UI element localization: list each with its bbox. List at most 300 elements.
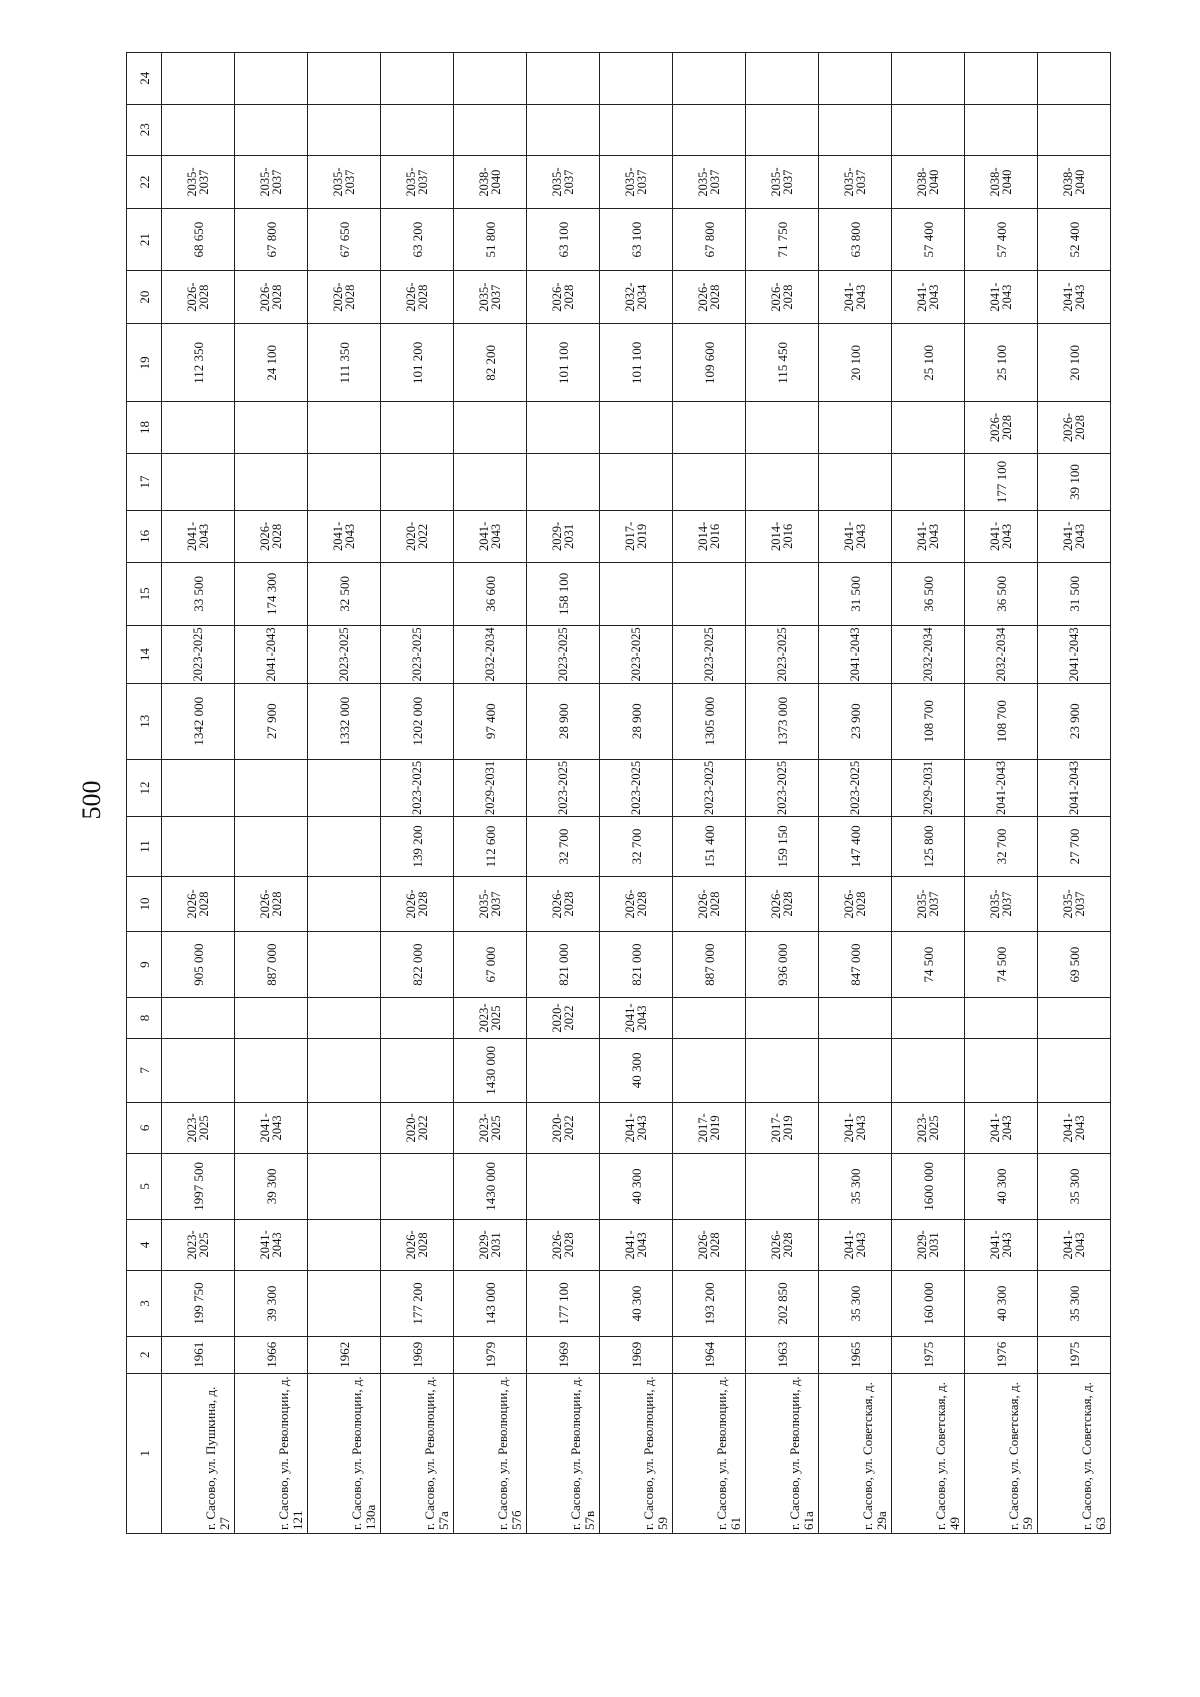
cost-cell: 158 100 [527, 562, 600, 626]
period-cell: 2023-2025 [162, 626, 235, 684]
cost-cell: 905 000 [162, 932, 235, 998]
table-row [600, 53, 673, 1534]
cost-cell: 1202 000 [381, 683, 454, 759]
period-cell: 2026-2028 [235, 270, 308, 323]
column-header-22: 22 [127, 155, 162, 208]
cost-cell [819, 1039, 892, 1103]
cost-cell [527, 1154, 600, 1220]
period-cell: 2041-2043 [892, 511, 965, 562]
table-row [235, 53, 308, 1534]
cost-cell [162, 817, 235, 877]
cost-cell: 40 300 [600, 1039, 673, 1103]
cost-cell [308, 1271, 381, 1337]
cost-cell: 67 800 [235, 209, 308, 271]
cost-cell: 177 100 [527, 1271, 600, 1337]
cost-cell [746, 104, 819, 155]
period-cell: 2041-2043 [454, 511, 527, 562]
cost-cell: 32 700 [965, 817, 1038, 877]
period-cell: 2023-2025 [162, 1102, 235, 1153]
address-cell: г. Сасово, ул. Советская, д. 49 [892, 1373, 965, 1533]
period-cell: 2041-2043 [965, 1219, 1038, 1270]
cost-cell: 101 100 [527, 324, 600, 402]
column-header-16: 16 [127, 511, 162, 562]
period-cell: 2041-2043 [235, 1219, 308, 1270]
period-cell: 2035-2037 [308, 155, 381, 208]
period-cell: 2023-2025 [454, 1102, 527, 1153]
cost-cell: 74 500 [965, 932, 1038, 998]
cost-cell [308, 759, 381, 817]
period-cell: 2041-2043 [235, 626, 308, 684]
period-cell: 2023-2025 [454, 997, 527, 1038]
period-cell: 2038-2040 [892, 155, 965, 208]
cost-cell [308, 1039, 381, 1103]
cost-cell: 40 300 [965, 1271, 1038, 1337]
cost-cell: 51 800 [454, 209, 527, 271]
period-cell: 2023-2025 [381, 759, 454, 817]
column-header-24: 24 [127, 53, 162, 105]
period-cell: 2035-2037 [746, 155, 819, 208]
column-header-9: 9 [127, 932, 162, 998]
column-header-1: 1 [127, 1373, 162, 1533]
table-row [527, 53, 600, 1534]
cost-cell [673, 402, 746, 453]
cost-cell: 39 300 [235, 1154, 308, 1220]
cost-cell: 199 750 [162, 1271, 235, 1337]
cost-cell: 1997 500 [162, 1154, 235, 1220]
cost-cell: 151 400 [673, 817, 746, 877]
cost-cell [819, 453, 892, 511]
cost-cell: 177 100 [965, 453, 1038, 511]
period-cell: 2020-2022 [527, 997, 600, 1038]
cost-cell [600, 402, 673, 453]
table-row [381, 53, 454, 1534]
period-cell: 2035-2037 [381, 155, 454, 208]
cost-cell [162, 1039, 235, 1103]
period-cell: 2038-2040 [965, 155, 1038, 208]
cost-cell [600, 562, 673, 626]
cost-cell [819, 104, 892, 155]
period-cell: 2035-2037 [965, 876, 1038, 931]
cost-cell [235, 104, 308, 155]
cost-cell: 108 700 [965, 683, 1038, 759]
period-cell: 2026-2028 [381, 270, 454, 323]
column-header-13: 13 [127, 683, 162, 759]
cost-cell [1038, 1039, 1111, 1103]
period-cell: 2023-2025 [527, 626, 600, 684]
period-cell: 2026-2028 [381, 876, 454, 931]
table-row [673, 53, 746, 1534]
cost-cell [746, 402, 819, 453]
period-cell: 2023-2025 [527, 759, 600, 817]
period-cell: 2026-2028 [162, 270, 235, 323]
cost-cell [746, 1039, 819, 1103]
cost-cell [965, 1039, 1038, 1103]
period-cell: 2041-2043 [965, 511, 1038, 562]
period-cell: 2041-2043 [965, 270, 1038, 323]
cost-cell: 193 200 [673, 1271, 746, 1337]
address-cell: г. Сасово, ул. Советская, д. 29а [819, 1373, 892, 1533]
period-cell: 2014-2016 [746, 511, 819, 562]
cost-cell: 1342 000 [162, 683, 235, 759]
period-cell: 2029-2031 [454, 759, 527, 817]
period-cell: 2029-2031 [527, 511, 600, 562]
cost-cell [892, 453, 965, 511]
column-header-23: 23 [127, 104, 162, 155]
cost-cell: 67 800 [673, 209, 746, 271]
period-cell: 2032-2034 [454, 626, 527, 684]
cost-cell: 31 500 [1038, 562, 1111, 626]
cost-cell [746, 453, 819, 511]
cost-cell [162, 997, 235, 1038]
cost-cell [746, 53, 819, 105]
year-cell: 1961 [162, 1336, 235, 1373]
cost-cell: 847 000 [819, 932, 892, 998]
cost-cell: 24 100 [235, 324, 308, 402]
year-cell: 1969 [600, 1336, 673, 1373]
cost-cell [308, 104, 381, 155]
cost-cell [673, 453, 746, 511]
cost-cell: 52 400 [1038, 209, 1111, 271]
cost-cell: 35 300 [819, 1271, 892, 1337]
period-cell: 2023-2025 [162, 1219, 235, 1270]
year-cell: 1975 [892, 1336, 965, 1373]
period-cell: 2026-2028 [673, 1219, 746, 1270]
period-cell: 2023-2025 [819, 759, 892, 817]
cost-cell: 109 600 [673, 324, 746, 402]
cost-cell [527, 53, 600, 105]
period-cell: 2026-2028 [527, 1219, 600, 1270]
period-cell: 2041-2043 [1038, 759, 1111, 817]
cost-cell: 40 300 [965, 1154, 1038, 1220]
column-header-11: 11 [127, 817, 162, 877]
period-cell: 2023-2025 [746, 759, 819, 817]
cost-cell: 125 800 [892, 817, 965, 877]
cost-cell: 160 000 [892, 1271, 965, 1337]
cost-cell: 67 000 [454, 932, 527, 998]
cost-cell [892, 402, 965, 453]
cost-cell: 887 000 [673, 932, 746, 998]
table-row [1038, 53, 1111, 1534]
address-cell: г. Сасово, ул. Революции, д. 57а [381, 1373, 454, 1533]
cost-cell: 97 400 [454, 683, 527, 759]
period-cell: 2041-2043 [965, 759, 1038, 817]
table-body [162, 53, 1111, 1534]
cost-cell: 40 300 [600, 1154, 673, 1220]
period-cell: 2041-2043 [1038, 626, 1111, 684]
cost-cell: 28 900 [527, 683, 600, 759]
period-cell: 2038-2040 [1038, 155, 1111, 208]
period-cell: 2026-2028 [235, 876, 308, 931]
period-cell: 2041-2043 [308, 511, 381, 562]
cost-cell: 32 700 [527, 817, 600, 877]
year-cell: 1969 [381, 1336, 454, 1373]
period-cell: 2041-2043 [1038, 511, 1111, 562]
column-header-10: 10 [127, 876, 162, 931]
year-cell: 1966 [235, 1336, 308, 1373]
period-cell: 2035-2037 [162, 155, 235, 208]
period-cell: 2029-2031 [454, 1219, 527, 1270]
period-cell: 2023-2025 [381, 626, 454, 684]
year-cell: 1975 [1038, 1336, 1111, 1373]
period-cell: 2041-2043 [600, 1219, 673, 1270]
cost-cell: 1373 000 [746, 683, 819, 759]
cost-cell: 67 650 [308, 209, 381, 271]
cost-cell: 35 300 [1038, 1154, 1111, 1220]
year-cell: 1964 [673, 1336, 746, 1373]
cost-cell [381, 453, 454, 511]
cost-cell [1038, 53, 1111, 105]
period-cell: 2035-2037 [1038, 876, 1111, 931]
cost-cell [308, 1219, 381, 1270]
period-cell: 2020-2022 [527, 1102, 600, 1153]
cost-cell [673, 1154, 746, 1220]
cost-cell [819, 402, 892, 453]
cost-cell [381, 1039, 454, 1103]
period-cell: 2026-2028 [162, 876, 235, 931]
page-number: 500 [77, 780, 106, 820]
cost-cell: 101 200 [381, 324, 454, 402]
period-cell: 2026-2028 [819, 876, 892, 931]
cost-cell: 36 500 [892, 562, 965, 626]
period-cell: 2035-2037 [819, 155, 892, 208]
cost-cell: 23 900 [819, 683, 892, 759]
period-cell: 2026-2028 [308, 270, 381, 323]
column-header-6: 6 [127, 1102, 162, 1153]
period-cell: 2035-2037 [454, 270, 527, 323]
column-header-18: 18 [127, 402, 162, 453]
period-cell: 2023-2025 [673, 626, 746, 684]
cost-cell: 108 700 [892, 683, 965, 759]
cost-cell [308, 1154, 381, 1220]
cost-cell [381, 402, 454, 453]
column-numbers-header [127, 53, 162, 1534]
cost-cell [965, 53, 1038, 105]
cost-cell [235, 1039, 308, 1103]
cost-cell [308, 402, 381, 453]
cost-cell: 35 300 [819, 1154, 892, 1220]
column-header-14: 14 [127, 626, 162, 684]
period-cell: 2038-2040 [454, 155, 527, 208]
rotated-table-container [126, 52, 1108, 1534]
cost-cell: 112 600 [454, 817, 527, 877]
period-cell: 2017-2019 [600, 511, 673, 562]
cost-cell: 115 450 [746, 324, 819, 402]
cost-cell [381, 997, 454, 1038]
column-header-21: 21 [127, 209, 162, 271]
cost-cell: 1600 000 [892, 1154, 965, 1220]
column-header-12: 12 [127, 759, 162, 817]
cost-cell [235, 759, 308, 817]
cost-cell [819, 53, 892, 105]
cost-cell: 25 100 [892, 324, 965, 402]
period-cell: 2029-2031 [892, 1219, 965, 1270]
cost-cell [600, 453, 673, 511]
column-header-19: 19 [127, 324, 162, 402]
period-cell: 2041-2043 [819, 511, 892, 562]
table-row [308, 53, 381, 1534]
cost-cell: 33 500 [162, 562, 235, 626]
cost-cell [454, 53, 527, 105]
cost-cell [381, 53, 454, 105]
column-header-3: 3 [127, 1271, 162, 1337]
repair-schedule-table [126, 52, 1111, 1534]
address-cell: г. Сасово, ул. Революции, д. 61 [673, 1373, 746, 1533]
period-cell: 2017-2019 [746, 1102, 819, 1153]
cost-cell [965, 104, 1038, 155]
column-header-8: 8 [127, 997, 162, 1038]
address-cell: г. Сасово, ул. Советская, д. 63 [1038, 1373, 1111, 1533]
period-cell: 2026-2028 [746, 876, 819, 931]
cost-cell: 25 100 [965, 324, 1038, 402]
period-cell: 2041-2043 [600, 997, 673, 1038]
cost-cell: 31 500 [819, 562, 892, 626]
cost-cell: 63 800 [819, 209, 892, 271]
cost-cell [673, 562, 746, 626]
column-header-4: 4 [127, 1219, 162, 1270]
cost-cell: 74 500 [892, 932, 965, 998]
period-cell: 2041-2043 [235, 1102, 308, 1153]
header-row [127, 53, 162, 1534]
year-cell: 1979 [454, 1336, 527, 1373]
cost-cell: 821 000 [527, 932, 600, 998]
cost-cell: 1305 000 [673, 683, 746, 759]
cost-cell: 57 400 [892, 209, 965, 271]
address-cell: г. Сасово, ул. Советская, д. 59 [965, 1373, 1038, 1533]
period-cell: 2041-2043 [162, 511, 235, 562]
cost-cell [308, 997, 381, 1038]
cost-cell: 35 300 [1038, 1271, 1111, 1337]
period-cell: 2032-2034 [600, 270, 673, 323]
cost-cell: 202 850 [746, 1271, 819, 1337]
cost-cell: 177 200 [381, 1271, 454, 1337]
period-cell: 2041-2043 [819, 270, 892, 323]
period-cell: 2035-2037 [454, 876, 527, 931]
period-cell: 2023-2025 [308, 626, 381, 684]
cost-cell: 147 400 [819, 817, 892, 877]
cost-cell [235, 402, 308, 453]
column-header-2: 2 [127, 1336, 162, 1373]
cost-cell: 39 300 [235, 1271, 308, 1337]
cost-cell: 143 000 [454, 1271, 527, 1337]
column-header-20: 20 [127, 270, 162, 323]
period-cell: 2014-2016 [673, 511, 746, 562]
year-cell: 1976 [965, 1336, 1038, 1373]
period-cell: 2041-2043 [1038, 1219, 1111, 1270]
period-cell: 2023-2025 [600, 759, 673, 817]
period-cell: 2023-2025 [673, 759, 746, 817]
period-cell: 2020-2022 [381, 511, 454, 562]
period-cell: 2035-2037 [235, 155, 308, 208]
cost-cell: 20 100 [819, 324, 892, 402]
cost-cell [308, 1102, 381, 1153]
period-cell: 2026-2028 [746, 1219, 819, 1270]
cost-cell: 822 000 [381, 932, 454, 998]
cost-cell [162, 53, 235, 105]
cost-cell [308, 453, 381, 511]
cost-cell: 82 200 [454, 324, 527, 402]
period-cell: 2032-2034 [965, 626, 1038, 684]
cost-cell [746, 997, 819, 1038]
cost-cell: 1430 000 [454, 1154, 527, 1220]
cost-cell [308, 932, 381, 998]
period-cell: 2017-2019 [673, 1102, 746, 1153]
table-row [892, 53, 965, 1534]
period-cell: 2026-2028 [527, 876, 600, 931]
cost-cell: 20 100 [1038, 324, 1111, 402]
period-cell: 2035-2037 [673, 155, 746, 208]
period-cell: 2029-2031 [892, 759, 965, 817]
cost-cell [235, 997, 308, 1038]
year-cell: 1965 [819, 1336, 892, 1373]
cost-cell [235, 453, 308, 511]
period-cell: 2035-2037 [600, 155, 673, 208]
period-cell: 2041-2043 [819, 626, 892, 684]
cost-cell [965, 997, 1038, 1038]
period-cell: 2032-2034 [892, 626, 965, 684]
period-cell: 2026-2028 [1038, 402, 1111, 453]
cost-cell: 27 700 [1038, 817, 1111, 877]
address-cell: г. Сасово, ул. Революции, д. 61а [746, 1373, 819, 1533]
cost-cell [819, 997, 892, 1038]
period-cell: 2023-2025 [746, 626, 819, 684]
period-cell: 2041-2043 [1038, 270, 1111, 323]
cost-cell: 111 350 [308, 324, 381, 402]
cost-cell: 23 900 [1038, 683, 1111, 759]
column-header-15: 15 [127, 562, 162, 626]
cost-cell: 32 500 [308, 562, 381, 626]
cost-cell [673, 997, 746, 1038]
cost-cell [162, 402, 235, 453]
cost-cell [600, 53, 673, 105]
period-cell: 2026-2028 [600, 876, 673, 931]
table-row [454, 53, 527, 1534]
cost-cell: 1332 000 [308, 683, 381, 759]
cost-cell [527, 453, 600, 511]
period-cell: 2026-2028 [673, 270, 746, 323]
cost-cell: 57 400 [965, 209, 1038, 271]
cost-cell: 27 900 [235, 683, 308, 759]
cost-cell [673, 53, 746, 105]
column-header-17: 17 [127, 453, 162, 511]
cost-cell: 63 200 [381, 209, 454, 271]
cost-cell: 63 100 [527, 209, 600, 271]
cost-cell [381, 562, 454, 626]
cost-cell [454, 104, 527, 155]
cost-cell [527, 1039, 600, 1103]
cost-cell [673, 104, 746, 155]
cost-cell [454, 453, 527, 511]
period-cell: 2026-2028 [527, 270, 600, 323]
cost-cell: 40 300 [600, 1271, 673, 1337]
cost-cell: 139 200 [381, 817, 454, 877]
cost-cell [235, 53, 308, 105]
cost-cell [454, 402, 527, 453]
period-cell: 2041-2043 [965, 1102, 1038, 1153]
period-cell: 2026-2028 [746, 270, 819, 323]
table-row [965, 53, 1038, 1534]
period-cell: 2026-2028 [965, 402, 1038, 453]
cost-cell [892, 997, 965, 1038]
cost-cell [308, 817, 381, 877]
cost-cell: 69 500 [1038, 932, 1111, 998]
cost-cell [527, 402, 600, 453]
cost-cell: 101 100 [600, 324, 673, 402]
cost-cell: 63 100 [600, 209, 673, 271]
cost-cell [235, 817, 308, 877]
period-cell: 2020-2022 [381, 1102, 454, 1153]
cost-cell: 28 900 [600, 683, 673, 759]
cost-cell [381, 1154, 454, 1220]
